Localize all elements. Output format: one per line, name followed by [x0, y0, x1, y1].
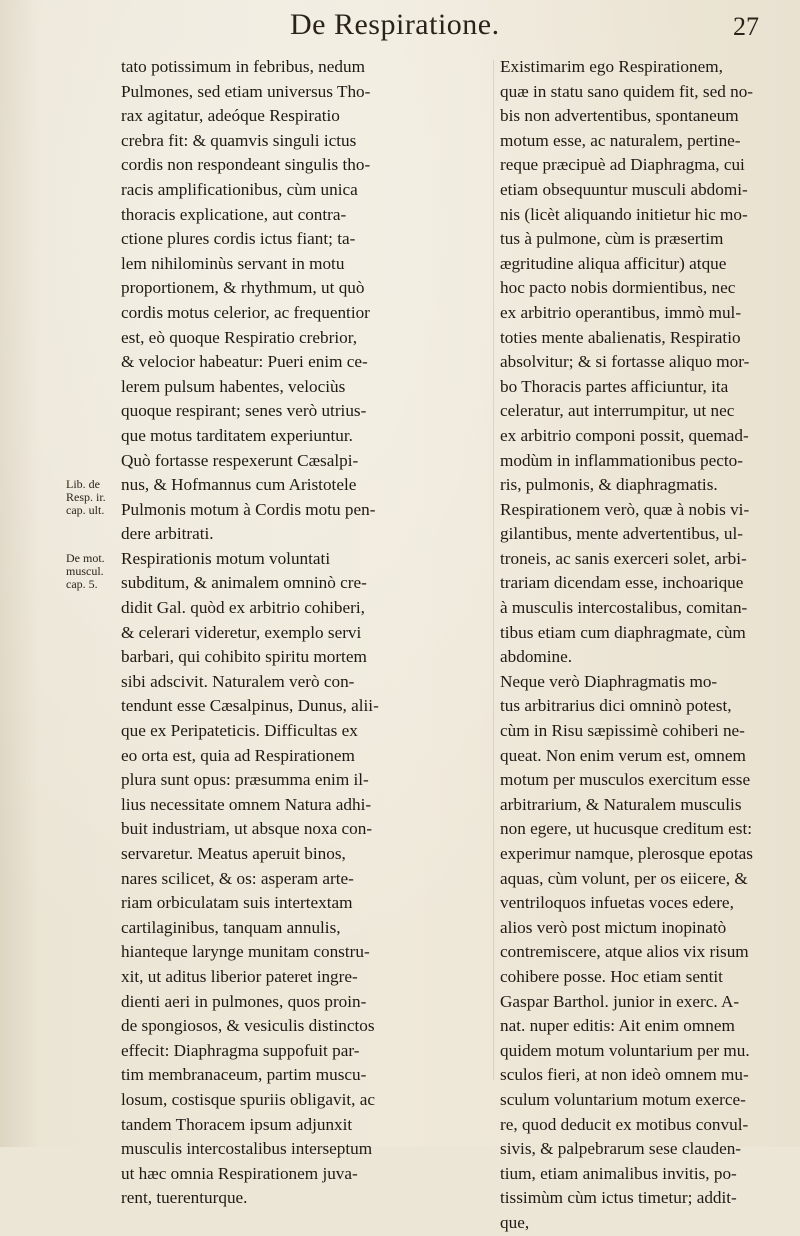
left-column-text-line: tendunt esse Cæsalpinus, Dunus, alii- [121, 696, 379, 716]
right-column-text-line: ex arbitrio componi possit, quemad- [500, 425, 749, 445]
left-column-text-line: tato potissimum in febribus, nedum [121, 57, 365, 76]
left-column-text-line: ut hæc omnia Respirationem juva- [121, 1163, 358, 1183]
right-column-text-line: à musculis intercostalibus, comitan- [500, 598, 748, 618]
left-column-text-line: & celerari videretur, exemplo servi [121, 622, 362, 642]
right-column-text-line: motum esse, ac naturalem, pertine- [500, 130, 741, 150]
left-column-text-line: subditum, & animalem omninò cre- [121, 573, 367, 593]
left-column-text-line: proportionem, & rhythmum, ut quò [121, 278, 365, 298]
margin-note-galen-reference: De mot. muscul. cap. 5. [66, 551, 105, 591]
margin-note-aristotle-reference: Lib. de Resp. ir. cap. ult. [66, 477, 106, 517]
right-column-text-line: ris, pulmonis, & diaphragmatis. [500, 475, 718, 495]
right-column-text-line: celeratur, aut interrumpitur, ut nec [500, 401, 735, 421]
right-column-text-line: cùm in Risu sæpissimè cohiberi ne- [500, 721, 745, 741]
right-column-text-line: sculum voluntarium motum exerce- [500, 1089, 746, 1109]
left-column-text-line: riam orbiculatam suis intertextam [121, 893, 353, 913]
left-column-text-line: losum, costisque spuriis obligavit, ac [121, 1089, 375, 1109]
column-gutter [493, 60, 494, 1080]
left-column-text-line: crebra fit: & quamvis singuli ictus [121, 130, 357, 150]
left-column-text-line: Respirationis motum voluntati [121, 548, 331, 568]
page-number: 27 [733, 12, 759, 41]
left-column-text-line: racis amplificationibus, cùm unica [121, 179, 358, 199]
right-column-text-line: quidem motum voluntarium per mu. [500, 1040, 750, 1060]
right-column-text-line: re, quod deducit ex motibus convul- [500, 1114, 749, 1134]
right-column-text-line: gilantibus, mente advertentibus, ul- [500, 524, 743, 544]
left-column-text-line: thoracis explicatione, aut contra- [121, 204, 347, 224]
right-column-text-line: nat. nuper editis: Ait enim omnem [500, 1016, 735, 1036]
left-column-text-line: xit, ut aditus liberior pateret ingre- [121, 966, 358, 986]
left-column-text-line: didit Gal. quòd ex arbitrio cohiberi, [121, 598, 365, 618]
right-column-text-line: cohibere posse. Hoc etiam sentit [500, 966, 723, 986]
right-column-text-line: sivis, & palpebrarum sese clauden- [500, 1139, 742, 1159]
left-column-text-line: servaretur. Meatus aperuit binos, [121, 844, 346, 863]
right-column-text-line: experimur namque, plerosque epotas [500, 844, 753, 863]
left-column-text-line: rax agitatur, adeóque Respiratio [121, 106, 340, 126]
left-column-text-line: cartilaginibus, tanquam annulis, [121, 917, 341, 937]
right-column-text-line: ex arbitrio operantibus, immò mul- [500, 302, 742, 322]
left-column-text-line: Quò fortasse respexerunt Cæsalpi- [121, 450, 359, 470]
left-column-text-line: que motus tarditatem experiuntur. [121, 425, 353, 445]
right-column-text-line: tibus etiam cum diaphragmate, cùm [500, 622, 746, 642]
left-column-text-line: eo orta est, quia ad Respirationem [121, 745, 355, 765]
right-column-text-line: tium, etiam animalibus invitis, po- [500, 1163, 737, 1183]
right-column-text-line: bis non advertentibus, spontaneum [500, 106, 739, 126]
left-column-text-line: ctione plures cordis ictus fiant; ta- [121, 229, 356, 249]
left-column-text-line: nus, & Hofmannus cum Aristotele [121, 475, 357, 495]
left-column-text-line: rent, tuerenturque. [121, 1188, 248, 1208]
right-column-text-line: non egere, ut hucusque creditum est: [500, 819, 753, 839]
right-column-text-line: bo Thoracis partes afficiuntur, ita [500, 376, 729, 396]
right-column-text-line: abdomine. [500, 647, 573, 667]
left-column-text-line: plura sunt opus: præsumma enim il- [121, 770, 369, 790]
right-column-text-line: troneis, ac sanis exerceri solet, arbi- [500, 548, 747, 568]
right-column-text-line: trariam dicendam esse, inchoarique [500, 573, 744, 593]
left-column-text-line: cordis motus celerior, ac frequentior [121, 302, 370, 322]
right-column-text-line: tissimùm cùm ictus timetur; addit- [500, 1188, 737, 1208]
right-column-text-line: contremiscere, atque alios vix risum [500, 942, 749, 962]
left-column-text-line: tim membranaceum, partim muscu- [121, 1065, 367, 1085]
right-column-text-line: reque præcipuè ad Diaphragma, cui [500, 155, 745, 175]
running-head-title: De Respiratione. [290, 8, 500, 41]
right-column-text-line: alios verò post mictum inopinatò [500, 917, 727, 937]
right-column-text-line: nis (licèt aliquando initietur hic mo- [500, 204, 748, 224]
right-column-text-line: arbitrarium, & Naturalem musculis [500, 794, 742, 814]
left-text-column [121, 55, 486, 1211]
right-column-text-line: modùm in inflammationibus pecto- [500, 450, 743, 470]
left-column-text-line: lius necessitate omnem Natura adhi- [121, 794, 372, 814]
left-column-text-line: barbari, qui cohibito spiritu mortem [121, 647, 367, 667]
right-column-text-line: toties mente abalienatis, Respiratio [500, 327, 741, 347]
right-column-text-line: tus arbitrarius dici omninò potest, [500, 696, 732, 716]
right-column-text-line: etiam obsequuntur musculi abdomi- [500, 179, 748, 199]
left-column-text-line: hianteque larynge munitam constru- [121, 942, 370, 962]
right-column-text-line: Respirationem verò, quæ à nobis vi- [500, 499, 750, 519]
left-column-text-line: lem nihilominùs servant in motu [121, 253, 345, 273]
left-column-text-line: dienti aeri in pulmones, quos proin- [121, 991, 367, 1011]
right-column-text-line: queat. Non enim verum est, omnem [500, 745, 746, 765]
left-column-text-line: musculis intercostalibus interseptum [121, 1139, 373, 1159]
right-column-text-line: Gaspar Barthol. junior in exerc. A- [500, 991, 740, 1011]
right-column-text-line: motum per musculos exercitum esse [500, 770, 751, 790]
left-column-text-line: tandem Thoracem ipsum adjunxit [121, 1114, 353, 1134]
right-column-text-line: Existimarim ego Respirationem, [500, 57, 723, 76]
right-column-text-line: Neque verò Diaphragmatis mo- [500, 671, 718, 691]
right-column-text-line: quæ in statu sano quidem fit, sed no- [500, 81, 754, 101]
right-column-text-line: ægritudine aliqua afficitur) atque [500, 253, 727, 273]
left-column-text-line: Pulmones, sed etiam universus Tho- [121, 81, 371, 101]
right-text-column [500, 55, 782, 1236]
right-column-text-line: tus à pulmone, cùm is præsertim [500, 229, 724, 249]
left-column-text-line: effecit: Diaphragma suppofuit par- [121, 1040, 360, 1060]
right-column-text-line: ventriloquos infuetas voces edere, [500, 893, 734, 913]
left-column-text-line: quoque respirant; senes verò utrius- [121, 401, 367, 421]
left-column-text-line: buit industriam, ut absque noxa con- [121, 819, 373, 839]
right-column-text-line: aquas, cùm volunt, per os eiicere, & [500, 868, 748, 888]
left-column-text-line: de spongiosos, & vesiculis distinctos [121, 1016, 375, 1036]
left-column-text-line: est, eò quoque Respiratio crebrior, [121, 327, 358, 347]
left-column-text-line: lerem pulsum habentes, velociùs [121, 376, 346, 396]
left-column-text-line: & velocior habeatur: Pueri enim ce- [121, 352, 368, 372]
right-column-text-line: absolvitur; & si fortasse aliquo mor- [500, 352, 750, 372]
right-column-text-line: sculos fieri, at non ideò omnem mu- [500, 1065, 749, 1085]
left-column-text-line: Pulmonis motum à Cordis motu pen- [121, 499, 376, 519]
right-column-text-line: que, [500, 1212, 530, 1232]
left-column-text-line: dere arbitrati. [121, 524, 214, 544]
left-column-text-line: sibi adscivit. Naturalem verò con- [121, 671, 355, 691]
left-column-text-line: que ex Peripateticis. Difficultas ex [121, 721, 358, 741]
left-column-text-line: cordis non respondeant singulis tho- [121, 155, 371, 175]
left-column-text-line: nares scilicet, & os: asperam arte- [121, 868, 354, 888]
right-column-text-line: hoc pacto nobis dormientibus, nec [500, 278, 736, 298]
